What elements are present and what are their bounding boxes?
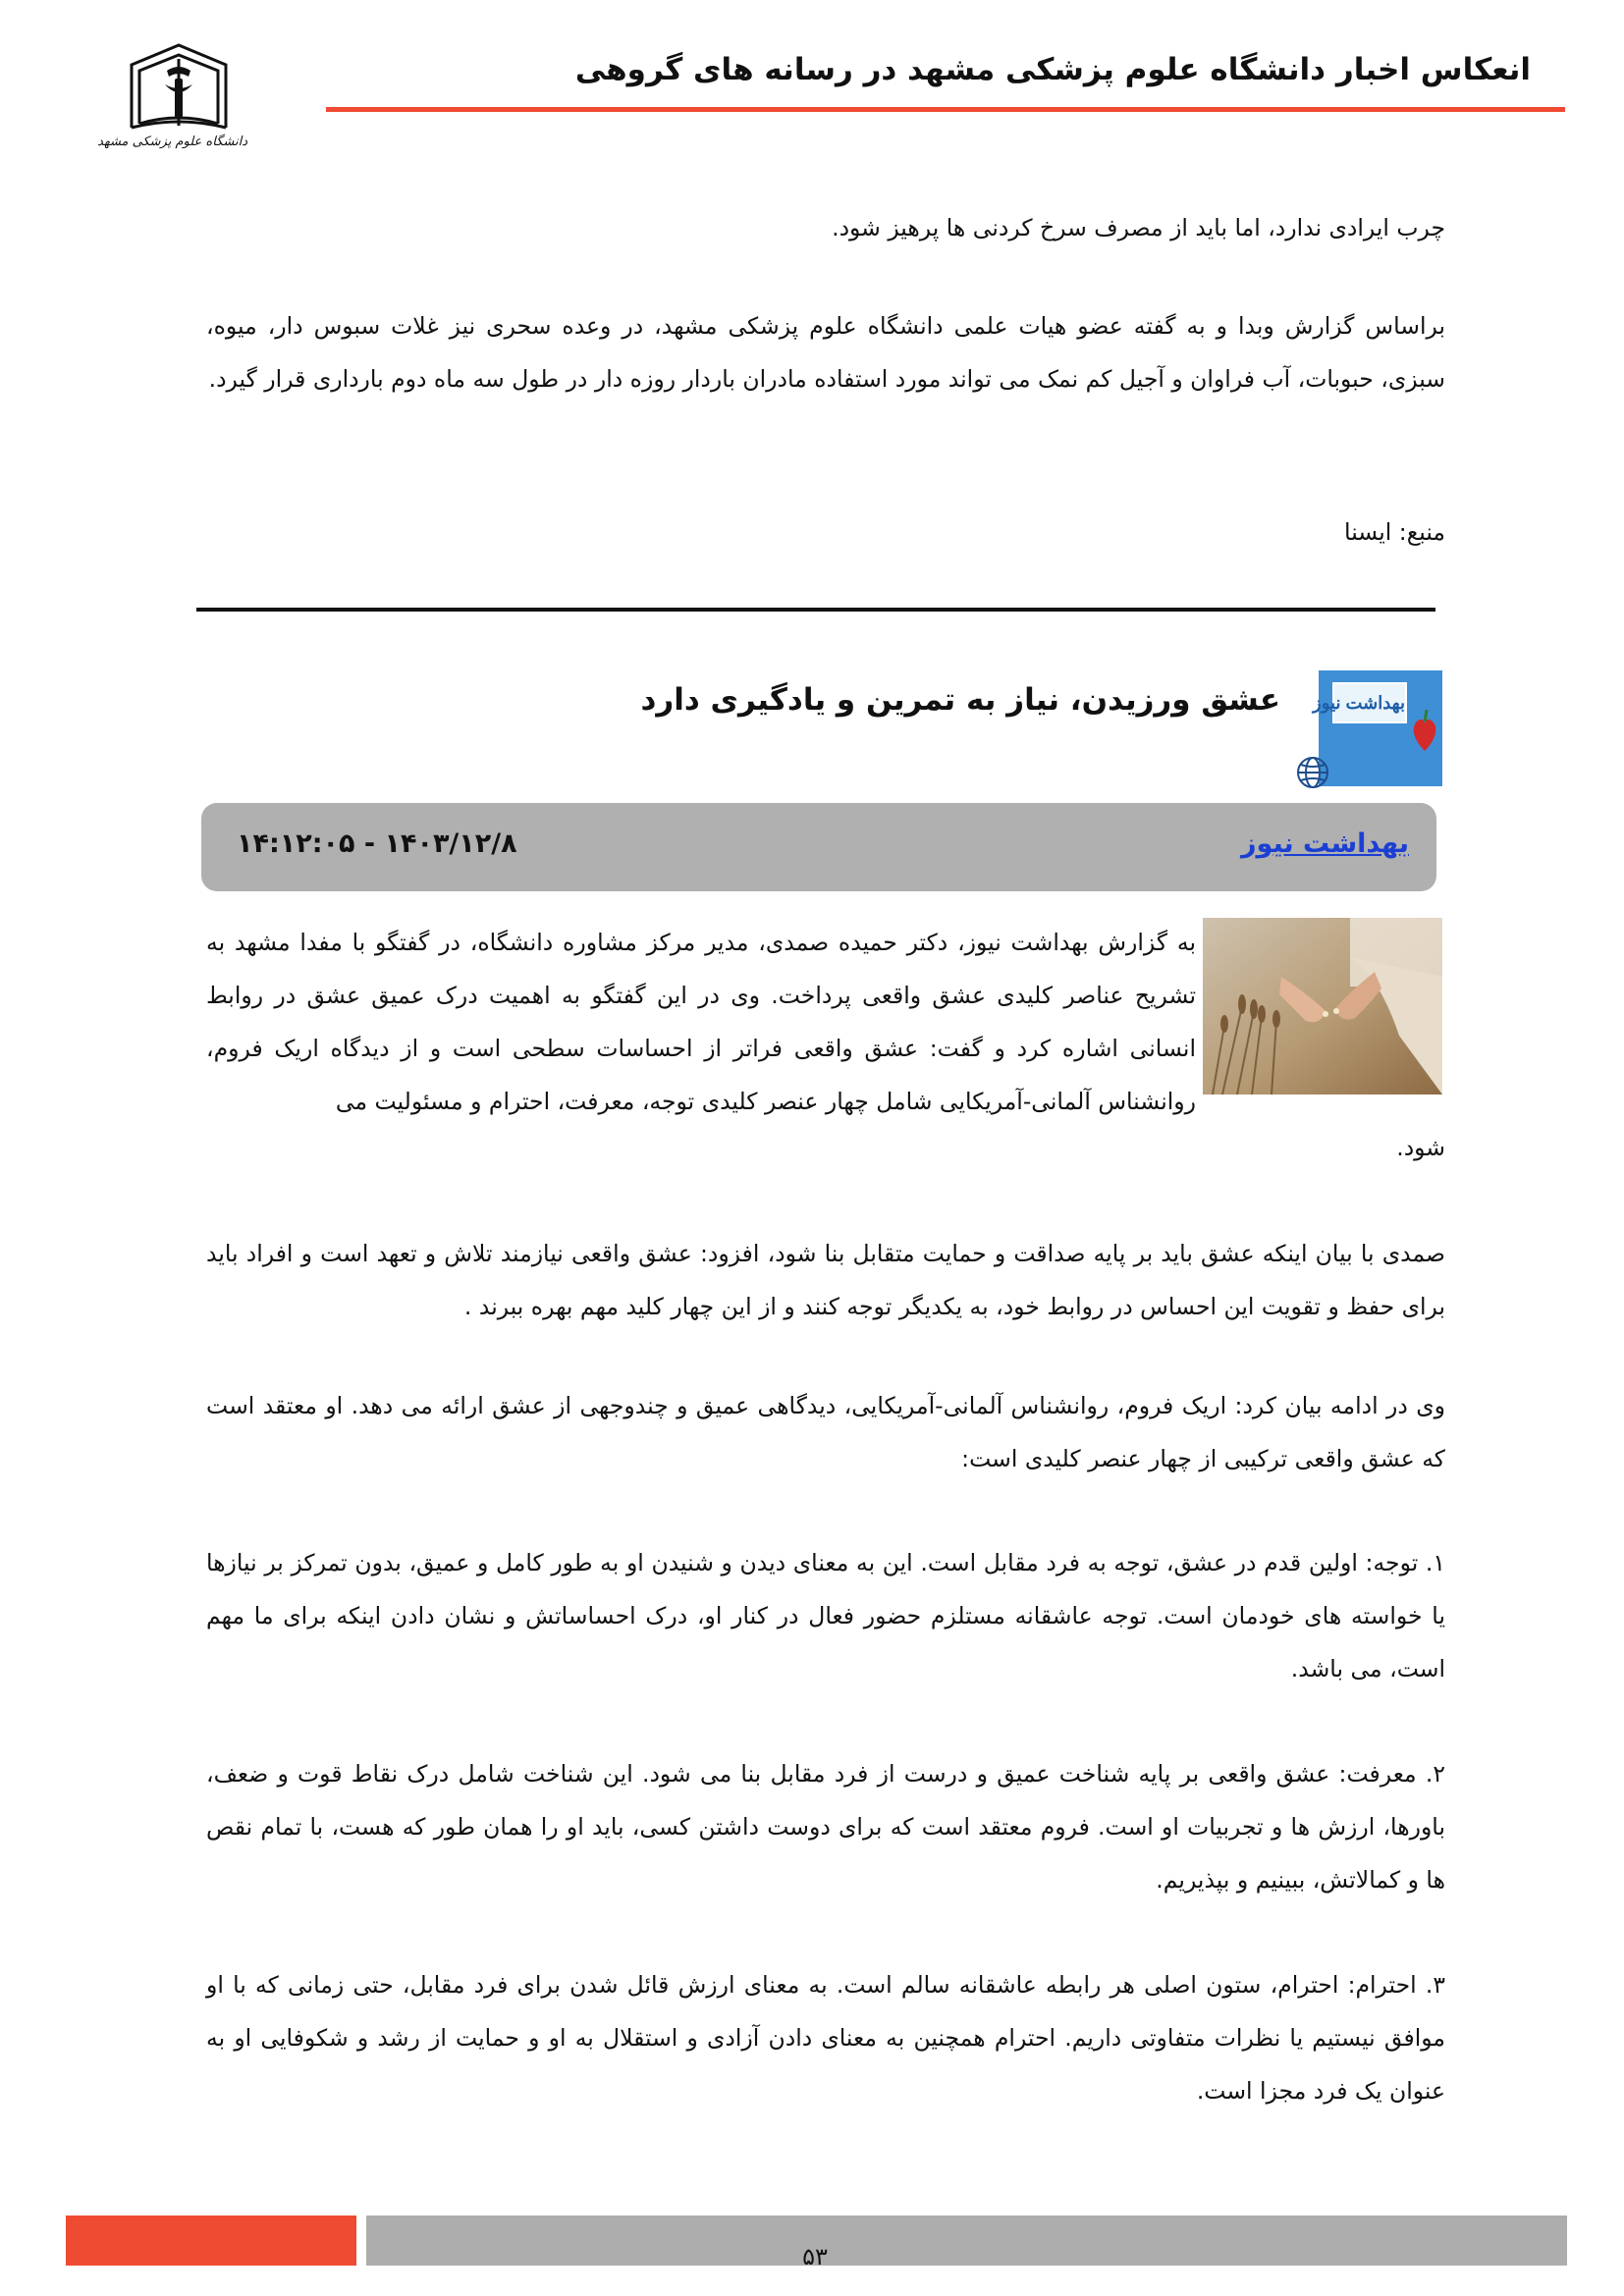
logo-caption: دانشگاه علوم پزشکی مشهد (97, 134, 247, 149)
page-header-title: انعکاس اخبار دانشگاه علوم پزشکی مشهد در رسانه های گروهی (574, 52, 1531, 87)
article-title: عشق ورزیدن، نیاز به تمرین و یادگیری دارد (640, 682, 1280, 718)
article-paragraph: ۳. احترام: احترام، ستون اصلی هر رابطه عاشقانه سالم است. به معنای ارزش قائل شدن برای فرد مقابل، حتی زمانی که با او موافق نیستیم یا نظرات متفاوتی داریم. احترام همچنین به معنای دادن آزادی و استقلال به او و حمایت از رشد و شکوفایی او به عنوان یک فرد مجزا است. (206, 1971, 1445, 2105)
previous-article-paragraph: چرب ایرادی ندارد، اما باید از مصرف سرخ کردنی ها پرهیز شود. (832, 214, 1445, 241)
page-number: ۵۳ (802, 2243, 828, 2270)
article-intro-tail: شود. (1396, 1134, 1445, 1161)
outlet-logo (1313, 670, 1442, 786)
publish-datetime: ۱۴۰۳/۱۲/۸ - ۱۴:۱۲:۰۵ (237, 828, 517, 859)
article-paragraph: ۱. توجه: اولین قدم در عشق، توجه به فرد مقابل است. این به معنای دیدن و شنیدن او به طور کامل و عمیق، بدون تمرکز بر نیازها یا خواسته های خودمان است. توجه عاشقانه مستلزم حضور فعال در کنار او، درک احساساتش و نشان دادن اینکه برای ما مهم است، می باشد. (206, 1549, 1445, 1682)
header-divider (326, 107, 1565, 112)
footer-bar (366, 2216, 1567, 2266)
source-bar (201, 803, 1436, 891)
article-paragraph: صمدی با بیان اینکه عشق باید بر پایه صداقت و حمایت متقابل بنا شود، افزود: عشق واقعی نیازمند تلاش و تعهد است و افراد باید برای حفظ و تقویت این احساس در روابط خود، به یکدیگر توجه کنند و از این چهار کلید مهم بهره ببرند . (206, 1240, 1445, 1320)
article-separator (196, 608, 1435, 612)
article-photo (1203, 918, 1442, 1095)
previous-article-source: منبع: ایسنا (1344, 518, 1445, 546)
article-paragraph: وی در ادامه بیان کرد: اریک فروم، روانشناس آلمانی-آمریکایی، دیدگاهی عمیق و چندوجهی از عشق ارائه می دهد. او معتقد است که عشق واقعی ترکیبی از چهار عنصر کلیدی است: (206, 1392, 1445, 1472)
article-paragraph: ۲. معرفت: عشق واقعی بر پایه شناخت عمیق و درست از فرد مقابل بنا می شود. این شناخت شامل درک نقاط قوت و ضعف، باورها، ارزش ها و تجربیات او است. فروم معتقد است که برای دوست داشتن کسی، باید او را همان طور که هست، با تمام نقص ها و کمالاتش، ببینیم و بپذیریم. (206, 1760, 1445, 1894)
article-intro: به گزارش بهداشت نیوز، دکتر حمیده صمدی، مدیر مرکز مشاوره دانشگاه، در گفتگو با مفدا مشهد به تشریح عناصر کلیدی عشق واقعی پرداخت. وی در این گفتگو به اهمیت درک عمیق عشق در روابط انسانی اشاره کرد و گفت: عشق واقعی فراتر از احساسات سطحی است و از دیدگاه اریک فروم، روانشناس آلمانی-آمریکایی شامل چهار عنصر کلیدی توجه، معرفت، احترام و مسئولیت می (206, 929, 1196, 1115)
globe-icon[interactable] (1294, 754, 1331, 791)
apple-heart-icon (1411, 700, 1438, 757)
source-link[interactable]: بهداشت نیوز (1241, 828, 1409, 859)
footer-accent-bar (66, 2216, 356, 2266)
previous-article-paragraph: براساس گزارش وبدا و به گفته عضو هیات علمی دانشگاه علوم پزشکی مشهد، در وعده سحری نیز غلات سبوس دار، میوه، سبزی، حبوبات، آب فراوان و آجیل کم نمک می تواند مورد استفاده مادران باردار روزه دار در طول سه ماه دوم بارداری قرار گیرد. (206, 312, 1445, 393)
outlet-logo-text: بهداشت نیوز (1332, 682, 1407, 723)
